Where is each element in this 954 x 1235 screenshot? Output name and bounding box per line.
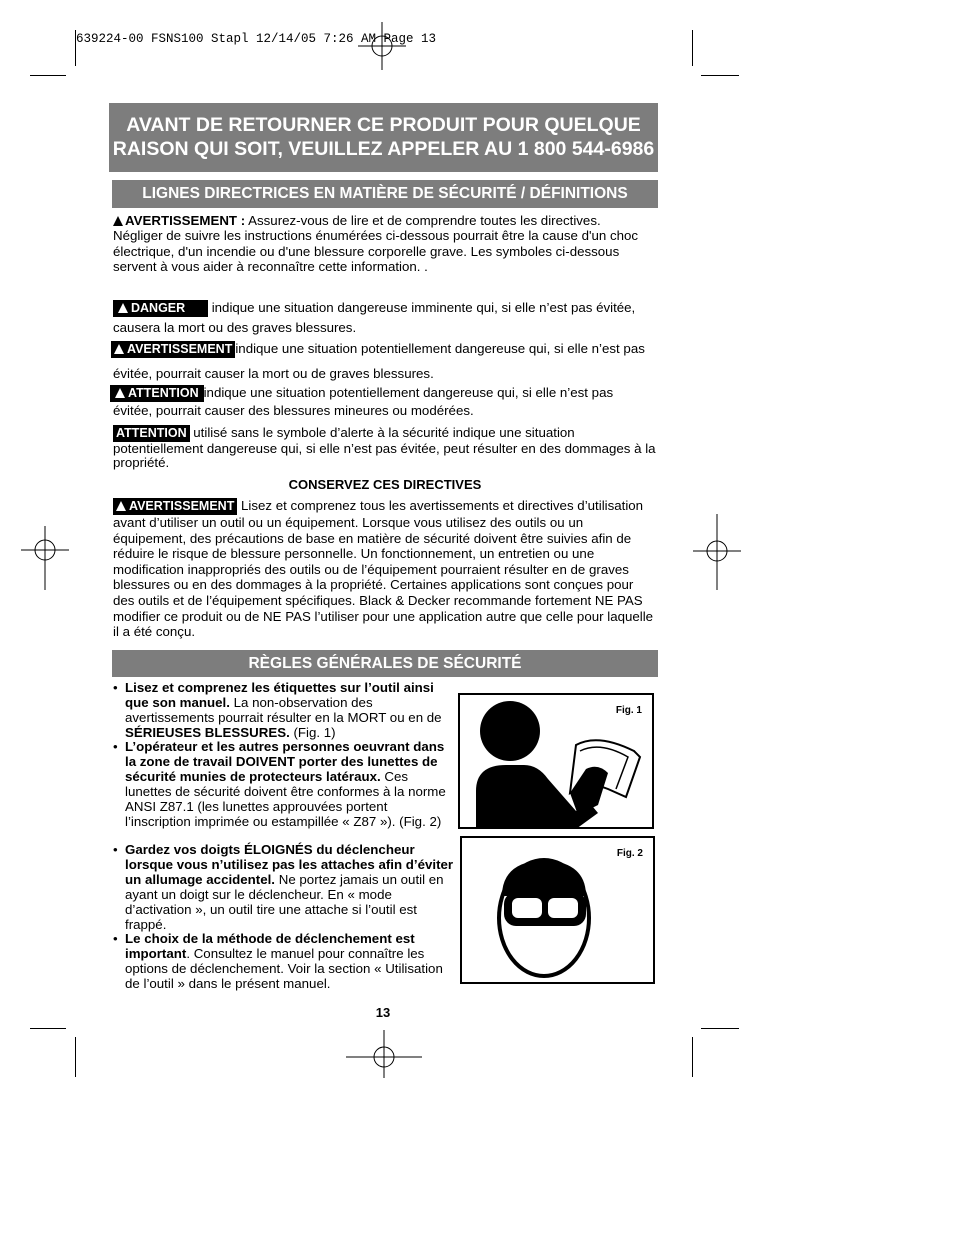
definition-danger	[113, 300, 658, 317]
definition-attention	[110, 385, 660, 402]
figure-2-safety-goggles	[460, 836, 655, 984]
alert-triangle-icon	[114, 344, 124, 354]
avertissement-text-2: évitée, pourrait causer la mort ou de graves blessures.	[113, 366, 434, 381]
avertissement-text: indique une situation potentiellement dangereuse qui, si elle n’est pas	[235, 341, 645, 356]
alert-triangle-icon	[115, 388, 125, 398]
registration-mark-top	[358, 22, 406, 70]
crop-mark	[701, 75, 739, 76]
figure-1-reading-manual	[458, 693, 654, 829]
crop-mark	[30, 75, 66, 76]
fig1-label: Fig. 1	[615, 705, 642, 716]
face-with-goggles-icon	[460, 836, 655, 984]
danger-text: indique une situation dangereuse imminente qui, si elle n’est pas évitée,	[208, 300, 636, 315]
avertissement-signal: AVERTISSEMENT	[111, 341, 235, 358]
definition-attention-no-symbol	[113, 425, 658, 471]
list-item: • Le choix de la méthode de déclenchement est important. Consultez le manuel pour connaître les options de déclenchement. Voir la section « Utilisation de l’outil » dans le présent manuel.	[113, 931, 443, 991]
general-warning-paragraph	[113, 498, 658, 640]
save-instructions-heading: CONSERVEZ CES DIRECTIVES	[288, 477, 482, 492]
general-warning-text: Lisez et comprenez tous les avertissements et directives d’utilisation avant d’utiliser un outil ou un équipement. Lorsque vous utilisez des outils ou un équipement, des précautions de base en matière de sécurité doivent être suivies afin de réduire le risque de blessure personnelle. Un fonctionnement, un entretien ou une modification inappropriés des outils ou de l’équipement pourraient résulter en de graves blessures ou en des dommages à la propriété. Certaines applications sont conçues pour des outils et de l’équipement spécifiques. Black & Decker recommande fortement NE PAS modifier ce produit ou de NE PAS l’utiliser pour une application autre que celle pour laquelle il a été conçu.	[113, 498, 654, 640]
section-header-safety-guidelines: LIGNES DIRECTRICES EN MATIÈRE DE SÉCURITÉ / DÉFINITIONS	[112, 180, 658, 208]
section-header-general-rules: RÈGLES GÉNÉRALES DE SÉCURITÉ	[112, 650, 658, 677]
banner-line-2: RAISON QUI SOIT, VEUILLEZ APPELER AU 1 800 544-6986	[112, 138, 655, 160]
page-number: 13	[375, 1005, 391, 1020]
list-item: • Lisez et comprenez les étiquettes sur l’outil ainsi que son manuel. La non-observation des avertissements pourrait résulter en la MORT ou en de SÉRIEUSES BLESSURES. (Fig. 1)	[113, 680, 442, 740]
attention-text: indique une situation potentiellement dangereuse qui, si elle n’est pas	[203, 385, 614, 400]
print-slug: 639224-00 FSNS100 Stapl 12/14/05 7:26 AM Page 13	[76, 32, 437, 46]
crop-mark	[75, 1037, 76, 1077]
crop-mark	[701, 1028, 739, 1029]
crop-mark	[692, 30, 693, 66]
attention-signal: ATTENTION	[110, 385, 204, 402]
list-item: • L’opérateur et les autres personnes oeuvrant dans la zone de travail DOIVENT porter des lunettes de sécurité munies de protecteurs latéraux. Ces lunettes de sécurité doivent être conformes à la norme ANSI Z87.1 (les lunettes approuvées portent l’inscription imprimée ou estampillée « Z87 »). (Fig. 2)	[113, 739, 446, 829]
call-banner	[109, 103, 658, 172]
alert-triangle-icon	[118, 303, 128, 313]
warning-triangle-icon	[113, 216, 123, 226]
registration-mark-bottom	[346, 1030, 422, 1078]
fig2-label: Fig. 2	[616, 848, 643, 859]
intro-label: AVERTISSEMENT :	[125, 213, 246, 228]
avertissement-signal: AVERTISSEMENT	[113, 498, 237, 515]
person-reading-icon	[458, 693, 654, 829]
intro-warning	[113, 213, 643, 275]
crop-mark	[692, 1037, 693, 1077]
registration-mark-left	[21, 526, 69, 590]
crop-mark	[30, 1028, 66, 1029]
danger-text-2: causera la mort ou des graves blessures.	[113, 320, 357, 335]
registration-mark-right	[693, 514, 741, 590]
list-item: • Gardez vos doigts ÉLOIGNÉS du déclencheur lorsque vous n’utilisez pas les attaches afin d’éviter un allumage accidentel. Ne portez jamais un outil en ayant un doigt sur le déclencheur. En « mode d’activation », un outil tire une attache si l’outil est frappé.	[113, 842, 454, 932]
crop-mark	[75, 30, 76, 66]
danger-signal: DANGER	[113, 300, 208, 317]
definition-avertissement	[111, 341, 661, 358]
banner-line-1: AVANT DE RETOURNER CE PRODUIT POUR QUELQUE	[126, 114, 641, 136]
attention2-text: utilisé sans le symbole d’alerte à la sécurité indique une situation potentiellement dangereuse qui, si elle n’est pas évitée, peut résulter en des dommages à la propriété.	[113, 425, 656, 471]
intro-text: Assurez-vous de lire et de comprendre toutes les directives. Négliger de suivre les instructions énumérées ci-dessous pourrait être la cause d'un choc électrique, d'un incendie ou d'une blessure corporelle grave. Les symboles ci-dessous servent à vous aider à reconnaître cette information. .	[113, 213, 639, 275]
attention-signal-plain: ATTENTION	[113, 425, 190, 442]
alert-triangle-icon	[116, 501, 126, 511]
attention-text-2: évitée, pourrait causer des blessures mineures ou modérées.	[113, 403, 474, 418]
